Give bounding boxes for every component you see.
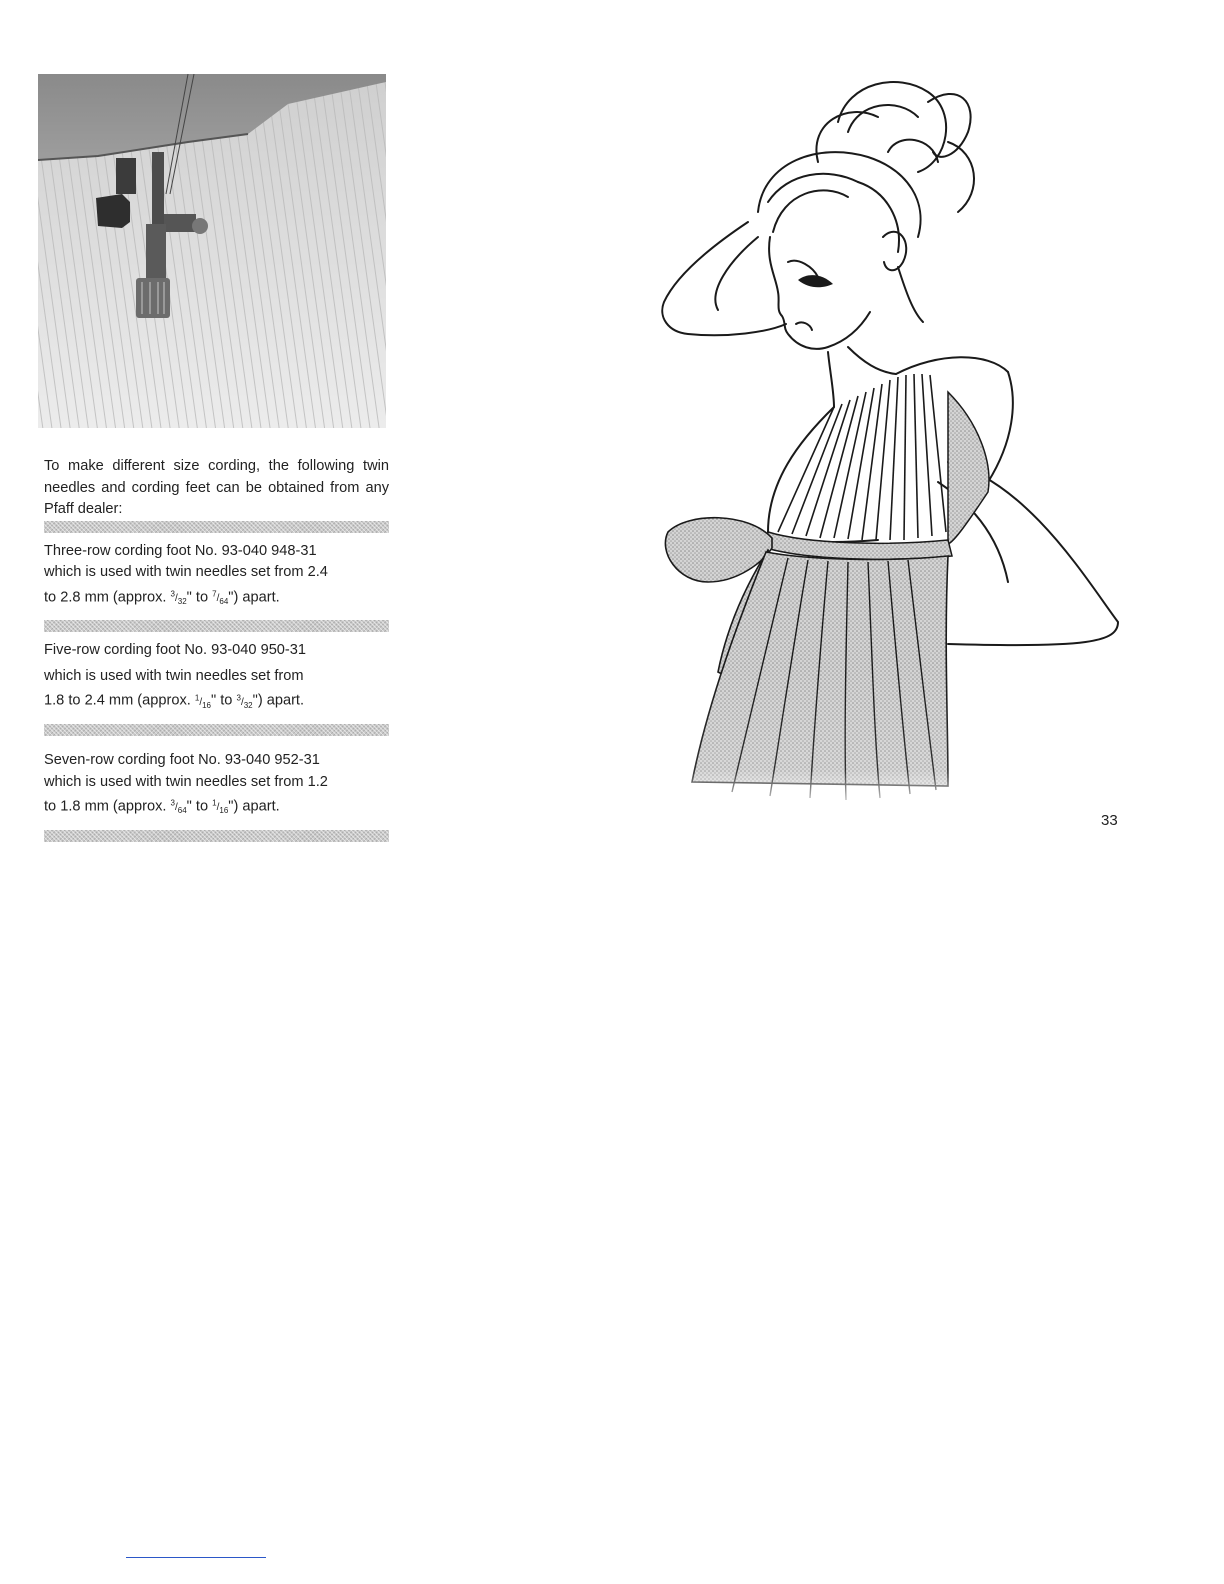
fraction-denominator: 32 <box>177 596 187 606</box>
shaded-divider <box>44 521 389 533</box>
inch-mark: " <box>186 588 192 605</box>
footer-rule <box>126 1557 266 1558</box>
entry-text: to <box>216 692 237 709</box>
inch-mark: " <box>211 692 217 709</box>
cording-photo <box>38 74 386 428</box>
fraction-numerator: 3 <box>236 693 241 703</box>
fraction: $^7/_{64}$ <box>212 589 229 606</box>
fraction-denominator: 16 <box>219 806 229 816</box>
dress-illustration <box>648 62 1128 806</box>
inch-mark: " <box>228 588 234 605</box>
dress-illustration-graphic <box>648 62 1128 806</box>
entry-line <box>44 584 389 613</box>
fraction-denominator: 64 <box>219 596 229 606</box>
page-number: 33 <box>1101 812 1118 829</box>
fraction: $^1/_{16}$ <box>194 693 212 710</box>
entry-text: ) apart. <box>233 588 280 605</box>
inch-mark: " <box>228 798 234 815</box>
intro-paragraph: To make different size cording, the following twin needles and cording feet can be obtained from any Pfaff dealer: <box>44 458 389 517</box>
cording-foot-entry <box>44 541 389 613</box>
entry-text: 1.8 to 2.4 mm (approx. <box>44 692 195 709</box>
fraction-numerator: 3 <box>170 799 175 809</box>
cording-foot-entry <box>44 640 389 716</box>
entry-line <box>44 793 389 822</box>
instructions-column <box>44 456 389 850</box>
fraction-denominator: 64 <box>177 806 187 816</box>
fraction: $^1/_{16}$ <box>212 799 229 816</box>
entry-text: ) apart. <box>257 692 305 709</box>
entry-line: which is used with twin needles set from 1.2 <box>44 773 328 790</box>
fraction: $^3/_{64}$ <box>170 799 187 816</box>
cording-foot-entry <box>44 750 389 822</box>
fraction-numerator: 1 <box>194 693 200 703</box>
entry-line: which is used with twin needles set from 2.4 <box>44 564 328 580</box>
entry-line: Seven-row cording foot No. 93-040 952-31 <box>44 752 320 769</box>
fraction: $^3/_{32}$ <box>236 693 253 710</box>
fraction-denominator: 32 <box>243 700 253 710</box>
inch-mark: " <box>252 692 258 709</box>
fraction-numerator: 1 <box>212 799 217 809</box>
shaded-divider <box>44 724 389 736</box>
entry-text: to 1.8 mm (approx. <box>44 798 171 815</box>
entry-text: to <box>191 798 213 815</box>
shaded-divider <box>44 830 389 842</box>
fraction-numerator: 3 <box>170 589 175 599</box>
entry-text: to 2.8 mm (approx. <box>44 588 171 605</box>
entry-line: Five-row cording foot No. 93-040 950-31 <box>44 642 307 659</box>
cording-photo-graphic <box>38 74 386 428</box>
inch-mark: " <box>186 798 192 815</box>
entry-line: Three-row cording foot No. 93-040 948-31 <box>44 542 317 559</box>
fraction: $^3/_{32}$ <box>170 589 187 606</box>
fraction-denominator: 16 <box>202 700 212 710</box>
shaded-divider <box>44 620 389 632</box>
entry-line <box>44 687 389 716</box>
entry-text: to <box>191 588 213 605</box>
entry-line: which is used with twin needles set from <box>44 667 304 684</box>
fraction-numerator: 7 <box>212 589 217 599</box>
entry-text: ) apart. <box>233 798 280 815</box>
